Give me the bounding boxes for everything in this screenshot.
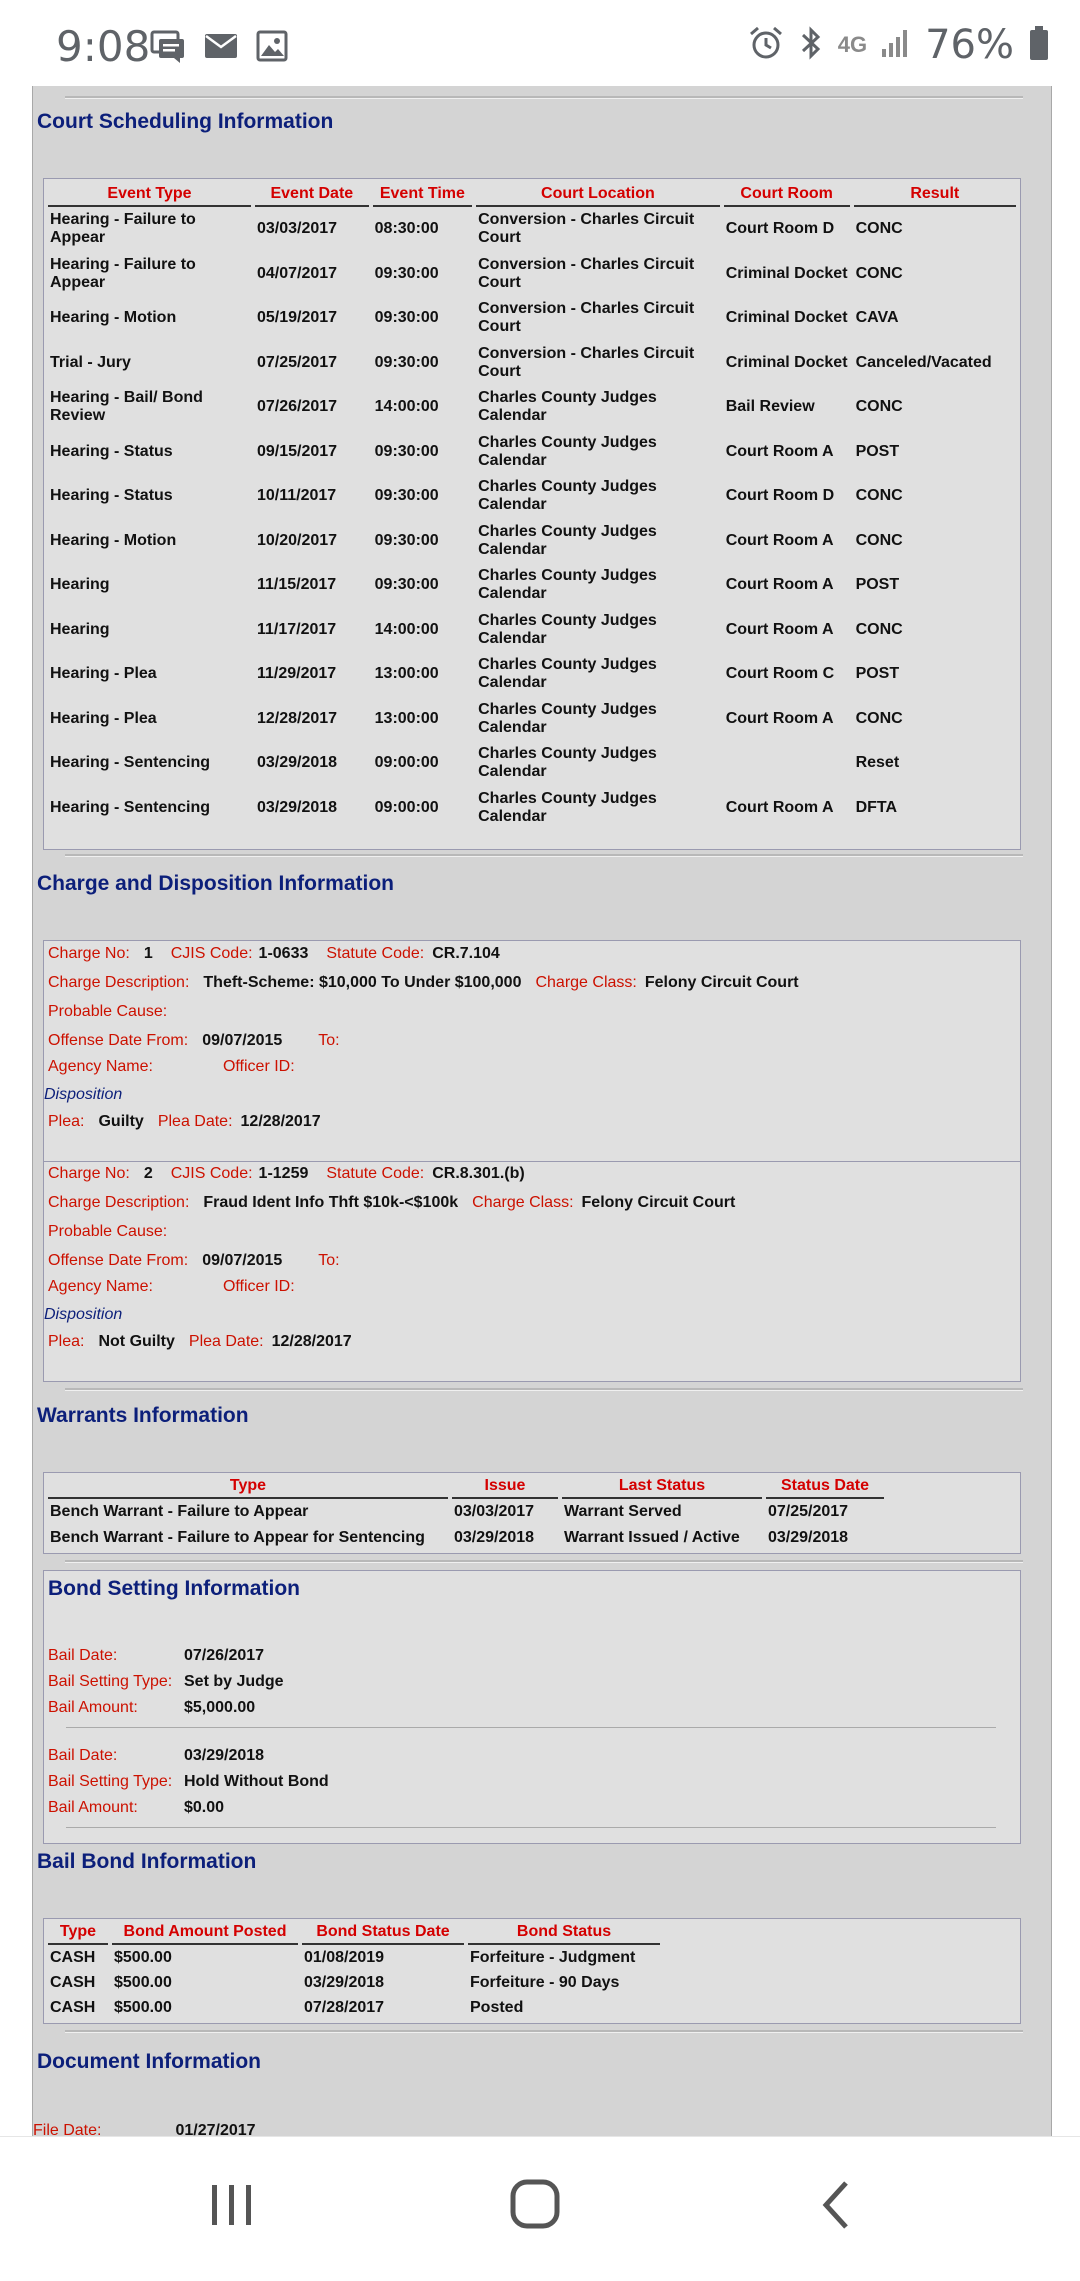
file-date-label: File Date: (33, 2122, 102, 2136)
table-cell: $500.00 (114, 1973, 172, 1991)
table-cell: Charles County Judges Calendar (478, 745, 657, 781)
table-cell: Court Room A (725, 709, 834, 727)
table-cell: 14:00:00 (374, 620, 439, 638)
table-cell: Trial - Jury (50, 353, 131, 371)
charge-field-row (48, 1113, 321, 1131)
field-label: Bail Date: (48, 1647, 118, 1664)
field-label: Probable Cause: (48, 1223, 168, 1240)
field-value: 1-0633 (258, 945, 309, 962)
table-row (48, 385, 1016, 430)
charge-field-row (48, 1278, 295, 1296)
field-value: 12/28/2017 (271, 1333, 352, 1350)
column-header: Bond Amount Posted (112, 1921, 298, 1945)
table-cell: 10/20/2017 (256, 531, 338, 549)
signal-icon (881, 27, 911, 64)
field-label: Disposition (44, 1086, 123, 1103)
table-cell: Charles County Judges Calendar (478, 522, 657, 558)
table-cell: 03/03/2017 (256, 220, 338, 238)
navigation-bar (0, 2136, 1080, 2281)
table-cell: 03/29/2018 (304, 1973, 385, 1991)
field-label: Plea Date: (157, 1113, 233, 1130)
table-cell: CONC (855, 264, 903, 282)
case-detail-page[interactable] (32, 86, 1052, 2136)
bond-field-row (48, 1673, 284, 1691)
bond-field-row (48, 1773, 329, 1791)
charge-field-row (48, 1032, 340, 1050)
divider (65, 1388, 1023, 1391)
table-cell: Forfeiture - 90 Days (470, 1973, 620, 1991)
column-header: Status Date (766, 1475, 884, 1499)
table-cell: $500.00 (114, 1948, 172, 1966)
table-cell: Charles County Judges Calendar (478, 433, 657, 469)
table-cell: 10/11/2017 (256, 487, 337, 505)
table-cell: CASH (50, 1973, 96, 1991)
table-cell: Hearing (50, 620, 110, 638)
column-header: Result (854, 183, 1016, 207)
field-value: 07/26/2017 (184, 1647, 265, 1664)
table-row (48, 1995, 660, 2020)
table-cell: CAVA (855, 309, 899, 327)
table-row (48, 430, 1016, 475)
table-cell: 07/26/2017 (256, 398, 338, 416)
table-cell: POST (855, 576, 900, 594)
bond-field-row (48, 1799, 224, 1817)
table-cell: Charles County Judges Calendar (478, 611, 657, 647)
table-cell: Hearing - Bail/ Bond Review (50, 389, 203, 425)
recent-apps-icon[interactable] (208, 2177, 256, 2236)
table-cell: Conversion - Charles Circuit Court (478, 300, 695, 336)
battery-percent: 76% (925, 22, 1014, 68)
battery-icon (1028, 25, 1050, 66)
table-cell: Hearing - Motion (50, 531, 177, 549)
field-label: Plea Date: (188, 1333, 264, 1350)
table-cell: 09:30:00 (374, 531, 439, 549)
table-row (48, 1499, 884, 1525)
field-value: Felony Circuit Court (581, 1194, 736, 1211)
table-cell: Hearing - Plea (50, 665, 157, 683)
table-cell: 09:00:00 (374, 798, 439, 816)
field-label: Bail Setting Type: (48, 1673, 173, 1690)
field-label: Plea: (48, 1113, 85, 1130)
table-cell: 05/19/2017 (256, 309, 338, 327)
field-value: 12/28/2017 (240, 1113, 321, 1130)
table-cell: CASH (50, 1948, 96, 1966)
field-label: Statute Code: (326, 945, 425, 962)
field-value: Hold Without Bond (184, 1773, 329, 1790)
home-icon[interactable] (508, 2177, 564, 2238)
field-value: 1 (143, 945, 153, 962)
chat-icon (150, 30, 186, 69)
field-label: To: (318, 1252, 340, 1269)
table-cell: 09:30:00 (374, 576, 439, 594)
table-cell: CONC (855, 620, 903, 638)
charges-panel (43, 940, 1021, 1382)
table-header (48, 183, 1016, 207)
charge-block (44, 1161, 1020, 1381)
table-cell: Court Room D (725, 487, 835, 505)
field-label: Offense Date From: (48, 1252, 189, 1269)
field-label: Charge No: (48, 1165, 130, 1182)
field-label: Bail Setting Type: (48, 1773, 173, 1790)
table-cell: 13:00:00 (374, 709, 439, 727)
field-label: Bail Amount: (48, 1799, 138, 1816)
table-cell: Charles County Judges Calendar (478, 478, 657, 514)
field-label: Bail Amount: (48, 1699, 138, 1716)
column-header: Bond Status (468, 1921, 660, 1945)
table-cell: Hearing - Sentencing (50, 798, 211, 816)
table-row (48, 652, 1016, 697)
table-cell: 09:30:00 (374, 264, 439, 282)
table-cell: Court Room C (725, 665, 835, 683)
table-cell: Reset (855, 754, 900, 772)
field-value: $0.00 (184, 1799, 225, 1816)
field-value: 09/07/2015 (202, 1252, 283, 1269)
table-cell: Charles County Judges Calendar (478, 389, 657, 425)
court-scheduling-panel (43, 178, 1021, 850)
table-cell: 13:00:00 (374, 665, 439, 683)
warrants-title: Warrants Information (37, 1404, 249, 1427)
table-cell: Court Room A (725, 798, 834, 816)
table-cell: Court Room A (725, 576, 834, 594)
charge-block (44, 941, 1020, 1161)
table-cell: Hearing - Plea (50, 709, 157, 727)
table-cell: 09:00:00 (374, 754, 439, 772)
court-scheduling-table (44, 183, 1020, 830)
table-row (48, 296, 1016, 341)
table-cell: 03/29/2018 (256, 798, 338, 816)
table-cell: 07/28/2017 (304, 1998, 385, 2016)
column-header: Event Type (48, 183, 251, 207)
bail-bond-panel (43, 1918, 1021, 2024)
table-row (48, 1945, 660, 1970)
charge-field-row (48, 1223, 167, 1241)
bail-bond-title: Bail Bond Information (37, 1850, 257, 1873)
field-label: Plea: (48, 1333, 85, 1350)
table-cell: CONC (855, 220, 903, 238)
field-label: Officer ID: (222, 1058, 295, 1075)
table-cell: Conversion - Charles Circuit Court (478, 344, 695, 380)
alarm-icon (748, 25, 784, 66)
field-label: Offense Date From: (48, 1032, 189, 1049)
bond-field-row (48, 1647, 264, 1665)
field-value: 09/07/2015 (202, 1032, 283, 1049)
bond-field-row (48, 1747, 264, 1765)
table-row (48, 608, 1016, 653)
warrants-table (44, 1475, 888, 1551)
table-cell: Charles County Judges Calendar (478, 789, 657, 825)
charge-field-row (48, 1194, 735, 1212)
table-cell: Hearing (50, 576, 110, 594)
table-cell: $500.00 (114, 1998, 172, 2016)
charge-field-row (44, 1086, 123, 1104)
field-value: Not Guilty (98, 1333, 175, 1350)
table-cell: 07/25/2017 (768, 1503, 849, 1520)
field-label: Agency Name: (48, 1058, 153, 1075)
table-cell: POST (855, 665, 900, 683)
bond-setting-title: Bond Setting Information (48, 1577, 300, 1600)
table-cell: 11/15/2017 (256, 576, 337, 594)
table-cell: 09:30:00 (374, 442, 439, 460)
column-header: Court Room (724, 183, 850, 207)
table-cell: 09:30:00 (374, 487, 439, 505)
charge-field-row (48, 1165, 525, 1183)
table-cell: 01/08/2019 (304, 1948, 385, 1966)
table-cell: CASH (50, 1998, 96, 2016)
table-cell: Hearing - Status (50, 487, 173, 505)
table-cell: CONC (855, 487, 903, 505)
charge-field-row (44, 1306, 123, 1324)
field-label: Disposition (44, 1306, 123, 1323)
table-row (48, 252, 1016, 297)
field-label: Charge Class: (472, 1194, 574, 1211)
table-cell: CONC (855, 398, 903, 416)
table-cell: Criminal Docket (725, 353, 848, 371)
field-label: CJIS Code: (170, 945, 253, 962)
field-label: Statute Code: (326, 1165, 425, 1182)
table-row (48, 207, 1016, 252)
image-icon (256, 30, 288, 69)
table-cell: 03/29/2018 (454, 1529, 535, 1546)
table-cell: 03/29/2018 (768, 1529, 849, 1546)
table-cell: 11/29/2017 (256, 665, 337, 683)
divider (65, 1560, 1023, 1563)
table-row (48, 741, 1016, 786)
table-cell: 09/15/2017 (256, 442, 338, 460)
table-cell: Warrant Served (564, 1503, 682, 1520)
table-cell: 11/17/2017 (256, 620, 337, 638)
table-cell: 03/03/2017 (454, 1503, 535, 1520)
table-row (48, 786, 1016, 831)
field-value: Theft-Scheme: $10,000 To Under $100,000 (203, 974, 522, 991)
table-cell: Court Room A (725, 442, 834, 460)
field-label: To: (318, 1032, 340, 1049)
court-scheduling-title: Court Scheduling Information (37, 110, 334, 133)
table-cell: Canceled/Vacated (855, 353, 992, 371)
table-cell: Hearing - Failure to Appear (50, 211, 196, 247)
4g-icon: 4G (837, 32, 868, 57)
charge-field-row (48, 1333, 352, 1351)
table-row (48, 341, 1016, 386)
table-cell: 09:30:00 (374, 353, 439, 371)
table-cell: Criminal Docket (725, 309, 848, 327)
table-cell: 07/25/2017 (256, 353, 338, 371)
table-cell: 03/29/2018 (256, 754, 338, 772)
table-cell: Court Room A (725, 620, 834, 638)
field-label: Charge Description: (48, 974, 190, 991)
bluetooth-icon (798, 25, 824, 66)
table-cell: Charles County Judges Calendar (478, 567, 657, 603)
field-label: Charge Description: (48, 1194, 190, 1211)
warrants-panel (43, 1472, 1021, 1554)
column-header: Court Location (476, 183, 720, 207)
table-row (48, 519, 1016, 564)
divider (44, 1161, 1020, 1162)
table-cell: Forfeiture - Judgment (470, 1948, 636, 1966)
back-icon[interactable] (816, 2177, 856, 2238)
file-date-value: 01/27/2017 (175, 2122, 256, 2136)
field-value: CR.8.301.(b) (432, 1165, 525, 1182)
field-label: Probable Cause: (48, 1003, 168, 1020)
table-cell: Bench Warrant - Failure to Appear (50, 1503, 309, 1520)
bond-setting-panel (43, 1570, 1021, 1844)
field-label: Officer ID: (222, 1278, 295, 1295)
table-cell: DFTA (855, 798, 898, 816)
table-cell: Bail Review (725, 398, 815, 416)
field-label: CJIS Code: (170, 1165, 253, 1182)
table-cell: 09:30:00 (374, 309, 439, 327)
column-header: Event Date (255, 183, 369, 207)
table-cell: Court Room D (725, 220, 835, 238)
column-header: Issue (452, 1475, 558, 1499)
field-label: Agency Name: (48, 1278, 153, 1295)
field-label: Charge No: (48, 945, 130, 962)
field-value: Guilty (98, 1113, 144, 1130)
divider (66, 1827, 996, 1828)
field-value: 1-1259 (258, 1165, 309, 1182)
table-cell: 12/28/2017 (256, 709, 338, 727)
table-cell: POST (855, 442, 900, 460)
table-cell: Hearing - Sentencing (50, 754, 211, 772)
column-header: Bond Status Date (302, 1921, 464, 1945)
table-row (48, 1525, 884, 1551)
table-cell: CONC (855, 531, 903, 549)
field-value: 2 (143, 1165, 153, 1182)
table-cell: 14:00:00 (374, 398, 439, 416)
table-cell: Conversion - Charles Circuit Court (478, 211, 695, 247)
table-cell: Hearing - Motion (50, 309, 177, 327)
status-bar (0, 0, 1080, 86)
table-cell: Posted (470, 1998, 524, 2016)
charge-field-row (48, 1252, 340, 1270)
table-row (48, 697, 1016, 742)
table-header (48, 1921, 660, 1945)
bail-bond-table (44, 1921, 664, 2020)
table-header (48, 1475, 884, 1499)
divider (65, 2030, 1023, 2033)
bond-field-row (48, 1699, 255, 1717)
column-header: Type (48, 1921, 108, 1945)
charges-title: Charge and Disposition Information (37, 872, 395, 895)
field-value: CR.7.104 (432, 945, 500, 962)
field-label: Bail Date: (48, 1747, 118, 1764)
file-date-row (33, 2122, 256, 2136)
charge-field-row (48, 1003, 167, 1021)
documents-title: Document Information (37, 2050, 261, 2073)
column-header: Event Time (373, 183, 472, 207)
table-cell: Charles County Judges Calendar (478, 656, 657, 692)
charge-field-row (48, 1058, 295, 1076)
table-cell: 04/07/2017 (256, 264, 338, 282)
table-row (48, 563, 1016, 608)
table-cell: Criminal Docket (725, 264, 848, 282)
field-value: $5,000.00 (184, 1699, 256, 1716)
field-value: Felony Circuit Court (644, 974, 799, 991)
divider (65, 96, 1023, 99)
field-value: Fraud Ident Info Thft $10k-<$100k (203, 1194, 459, 1211)
table-cell: Hearing - Status (50, 442, 173, 460)
table-cell: Bench Warrant - Failure to Appear for Sentencing (50, 1529, 425, 1546)
mail-icon (204, 30, 238, 69)
table-cell: Hearing - Failure to Appear (50, 255, 196, 291)
table-cell: Warrant Issued / Active (564, 1529, 740, 1546)
field-value: 03/29/2018 (184, 1747, 265, 1764)
field-label: Charge Class: (535, 974, 637, 991)
table-cell: CONC (855, 709, 903, 727)
charge-field-row (48, 945, 500, 963)
divider (66, 1727, 996, 1728)
status-time: 9:08 (56, 22, 151, 71)
divider (65, 854, 1023, 857)
table-cell: Court Room A (725, 531, 834, 549)
table-cell: 08:30:00 (374, 220, 439, 238)
field-value: Set by Judge (184, 1673, 284, 1690)
column-header: Last Status (562, 1475, 762, 1499)
charge-field-row (48, 974, 799, 992)
table-cell (724, 741, 850, 786)
column-header: Type (48, 1475, 448, 1499)
table-row (48, 1970, 660, 1995)
table-row (48, 474, 1016, 519)
table-cell: Conversion - Charles Circuit Court (478, 255, 695, 291)
table-cell: Charles County Judges Calendar (478, 700, 657, 736)
